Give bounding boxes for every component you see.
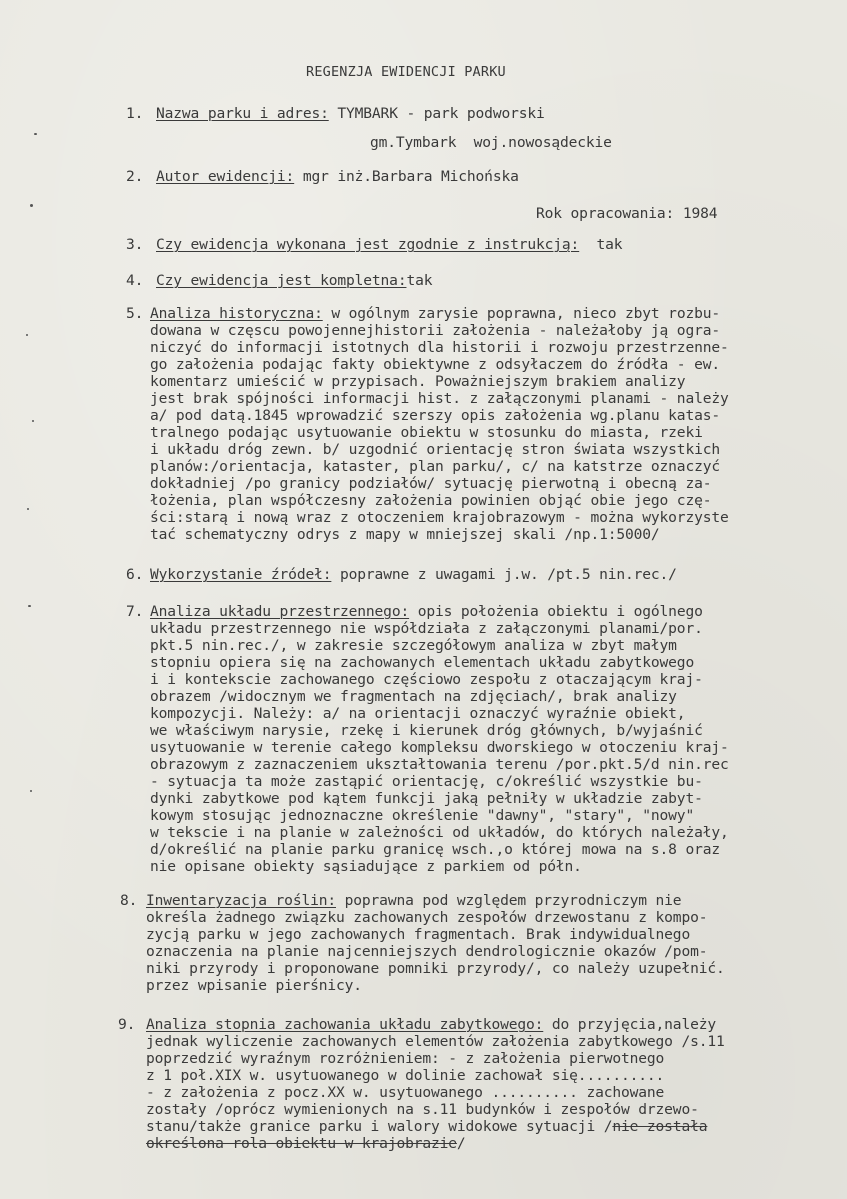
item-5-line: tać schematyczny odrys z mapy w mniejszej skali /np.1:5000/ [150,526,660,543]
item-7-line: w tekscie i na planie w zależności od układów, do których należały, [150,824,729,841]
item-2-text: mgr inż.Barbara Michońska [294,168,519,185]
item-7-first-line [150,603,703,620]
item-4 [156,272,432,289]
struck-text: określona rola obiektu w krajobrazie [146,1135,457,1152]
item-5-line: dokładniej /po granicy podziałów/ sytuację pierwotną i obecną za- [150,475,712,492]
item-9-line [146,1135,466,1152]
item-5-line: ści:starą i nową wraz z otoczeniem krajobrazowym - można wykorzyste [150,509,729,526]
item-9-line: z 1 poł.XIX w. usytuowanego w dolinie zachował się.......... [146,1067,665,1084]
item-7-label: Analiza układu przestrzennego: [150,603,410,620]
item-5-first-line [150,305,720,322]
item-5-line: niczyć do informacji istotnych dla historii i rozwoju przestrzenne- [150,339,729,356]
item-8-line: oznaczenia na planie najcenniejszych dendrologicznie okazów /pom- [146,943,708,960]
item-7-line: dynki zabytkowe pod kątem funkcji jaką pełniły w układzie zabyt- [150,790,703,807]
item-6 [150,566,677,583]
item-5-line: komentarz umieścić w przypisach. Poważniejszym brakiem analizy [150,373,686,390]
item-3-label: Czy ewidencja wykonana jest zgodnie z instrukcją: [156,236,580,253]
item-7-line: usytuowanie w terenie całego kompleksu dworskiego w otoczeniu kraj- [150,739,729,756]
item-7-line: kompozycji. Należy: a/ na orientacji oznaczyć wyraźnie obiekt, [150,705,686,722]
item-7-line: nie opisane obiekty sąsiadujące z parkiem od półn. [150,858,582,875]
item-7-line: stopniu opiera się na zachowanych elementach układu zabytkowego [150,654,695,671]
item-1 [156,105,545,122]
item-4-label: Czy ewidencja jest kompletna: [156,272,407,289]
item-9-line: - z założenia z pocz.XX w. usytuowanego .......... zachowane [146,1084,665,1101]
item-8-line: zycją parku w jego zachowanych fragmentach. Brak indywidualnego [146,926,691,943]
item-1-address: gm.Tymbark woj.nowosądeckie [370,134,612,151]
item-9-first-line [146,1016,716,1033]
item-8-line: przez wpisanie pierśnicy. [146,977,362,994]
item-7-line: - sytuacja ta może zastąpić orientację, c/określić wszystkie bu- [150,773,703,790]
item-9-label: Analiza stopnia zachowania układu zabytkowego: [146,1016,544,1033]
item-8-number: 8. [120,892,138,909]
item-1-text: TYMBARK - park podworski [328,105,545,122]
document-title: REGENZJA EWIDENCJI PARKU [306,64,506,80]
item-3-text: tak [579,236,623,253]
item-2-label: Autor ewidencji: [156,168,295,185]
item-7-line: i i kontekscie zachowanego częściowo zespołu z otaczającym kraj- [150,671,703,688]
item-8-line: niki przyrody i proponowane pomniki przyrody/, co należy uzupełnić. [146,960,725,977]
item-7-line: obrazem /widocznym we fragmentach na zdjęciach/, brak analizy [150,688,677,705]
item-2-number: 2. [126,168,144,185]
item-7-line: kowym stosując jednoznaczne określenie "dawny", "stary", "nowy" [150,807,695,824]
item-9-last-text: stanu/także granice parku i walory widokowe sytuacji / [146,1118,613,1135]
item-7-number: 7. [126,603,144,620]
item-2 [156,168,519,185]
item-7-line: d/określić na planie parku granicę wsch.,o której mowa na s.8 oraz [150,841,720,858]
item-5-text: w ogólnym zarysie poprawna, nieco zbyt rozbu- [322,305,720,322]
item-7-line: we właściwym narysie, rzekę i kierunek dróg głównych, b/wyjaśnić [150,722,703,739]
struck-text: nie została [612,1118,708,1135]
item-8-text: poprawna pod względem przyrodniczym nie [336,892,682,909]
item-9-final-text: / [456,1135,466,1152]
item-4-text: tak [406,272,433,289]
item-5-number: 5. [126,305,144,322]
item-3-number: 3. [126,236,144,253]
item-6-text: poprawne z uwagami j.w. /pt.5 nin.rec./ [331,566,677,583]
item-9-line [146,1118,707,1135]
item-9-text: do przyjęcia,należy [543,1016,716,1033]
item-6-label: Wykorzystanie źródeł: [150,566,332,583]
item-5-line: i układu dróg zewn. b/ uzgodnić orientację stron świata wszystkich [150,441,720,458]
item-8-first-line [146,892,681,909]
item-7-text: opis położenia obiektu i ogólnego [409,603,703,620]
item-9-line: zostały /oprócz wymienionych na s.11 budynków i zespołów drzewo- [146,1101,699,1118]
item-4-number: 4. [126,272,144,289]
item-5-line: a/ pod datą.1845 wprowadzić szerszy opis założenia wg.planu katas- [150,407,720,424]
item-8-line: określa żadnego związku zachowanych zespołów drzewostanu z kompo- [146,909,708,926]
item-7-line: obrazowym z zaznaczeniem ukształtowania terenu /por.pkt.5/d nin.rec [150,756,729,773]
item-5-line: łożenia, plan współczesny założenia powinien objąć obie jego czę- [150,492,712,509]
year-of-preparation: Rok opracowania: 1984 [536,205,718,222]
item-5-line: dowana w częscu powojennejhistorii założenia - należałoby ją ogra- [150,322,720,339]
item-9-number: 9. [118,1016,136,1033]
item-6-number: 6. [126,566,144,583]
item-8-label: Inwentaryzacja roślin: [146,892,336,909]
item-7-line: układu przestrzennego nie współdziała z załączonymi planami/por. [150,620,703,637]
item-5-line: go założenia podając fakty obiektywne z odsyłaczem do źródła - ew. [150,356,720,373]
item-5-line: tralnego podając usytuowanie obiektu w stosunku do miasta, rzeki [150,424,703,441]
item-5-label: Analiza historyczna: [150,305,323,322]
item-5-line: jest brak spójności informacji hist. z załączonymi planami - należy [150,390,729,407]
item-1-number: 1. [126,105,144,122]
item-1-label: Nazwa parku i adres: [156,105,329,122]
item-9-line: jednak wyliczenie zachowanych elementów założenia zabytkowego /s.11 [146,1033,725,1050]
item-3 [156,236,622,253]
item-9-line: poprzedzić wyraźnym rozróżnieniem: - z założenia pierwotnego [146,1050,665,1067]
item-7-line: pkt.5 nin.rec./, w zakresie szczegółowym analiza w zbyt małym [150,637,677,654]
item-5-line: planów:/orientacja, kataster, plan parku/, c/ na katstrze oznaczyć [150,458,720,475]
